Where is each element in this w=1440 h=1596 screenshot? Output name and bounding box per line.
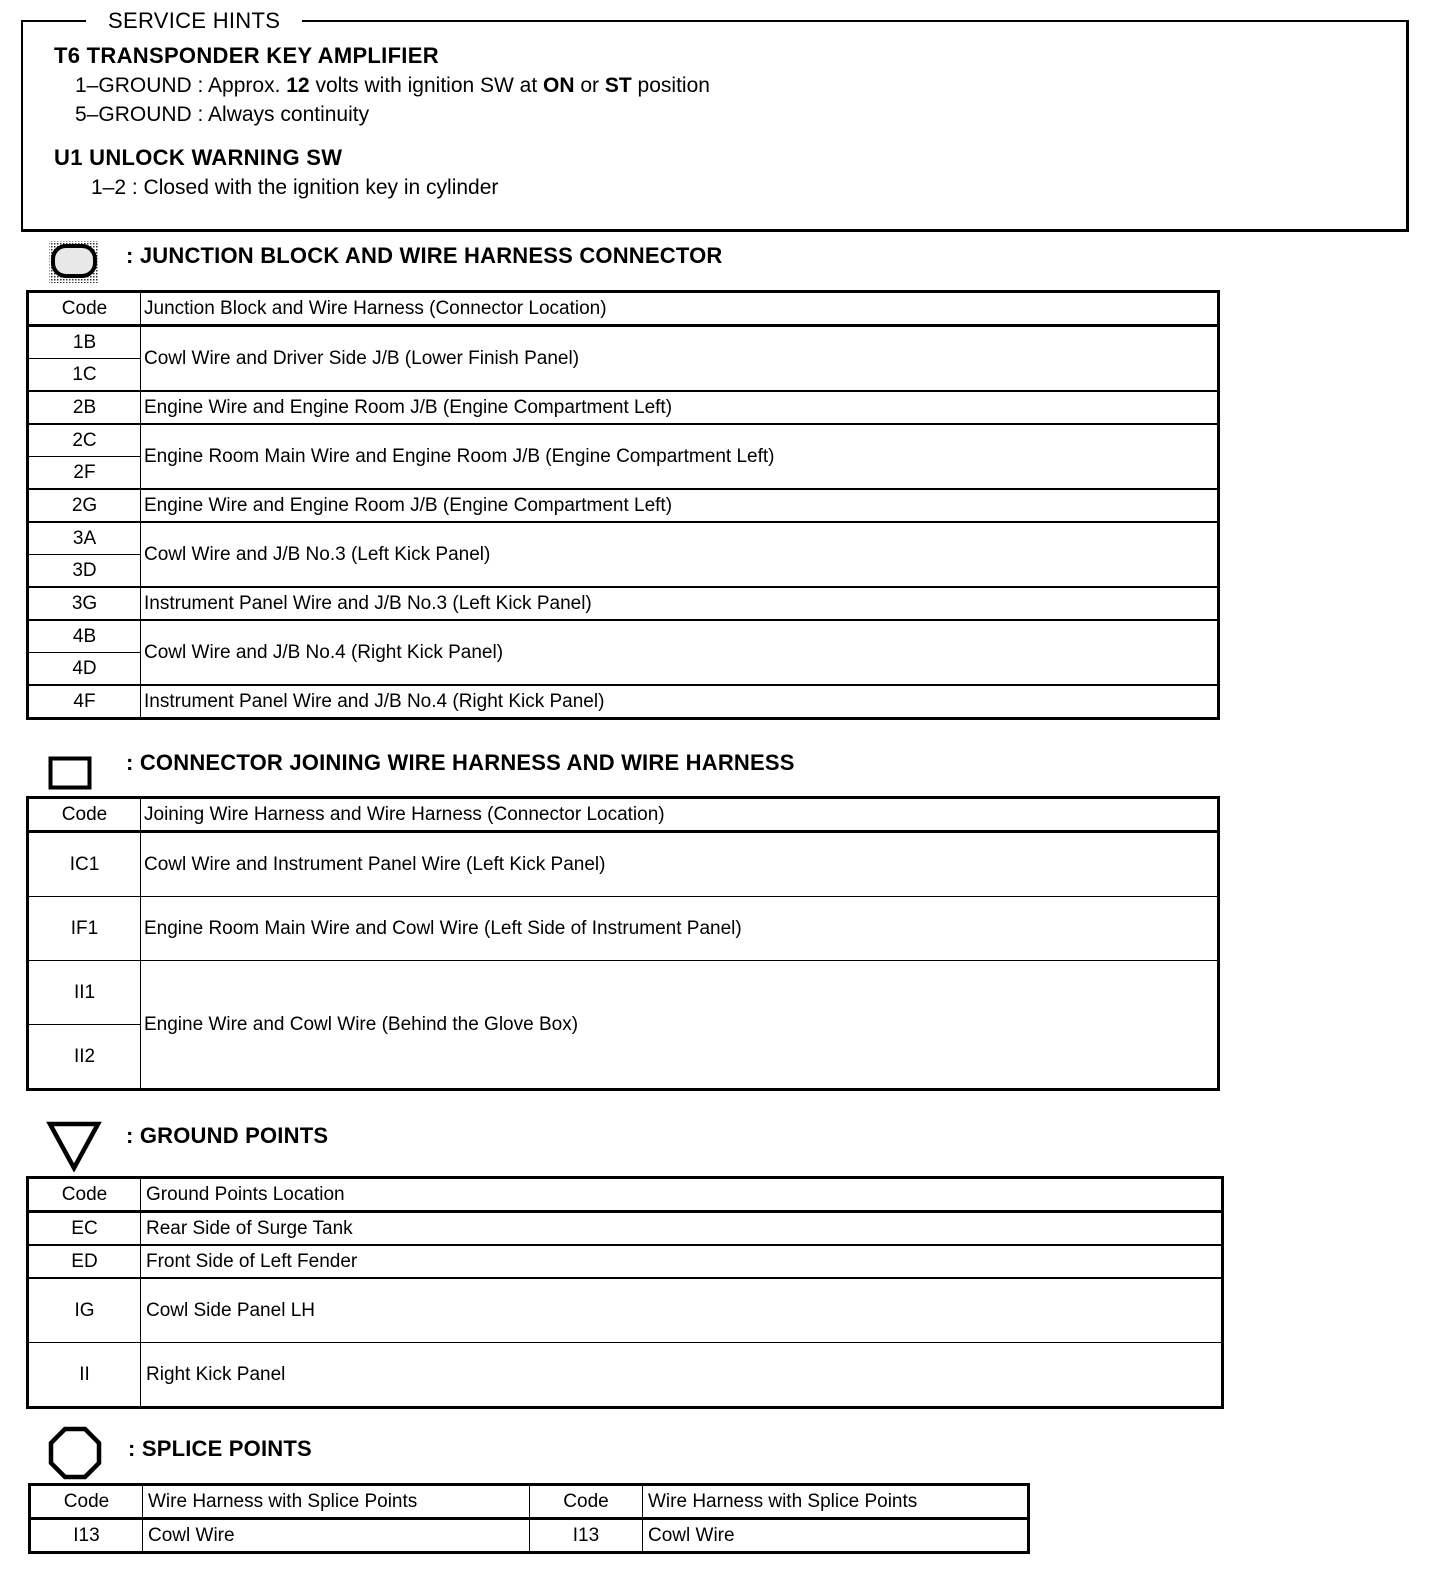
header-code: Code	[28, 798, 141, 832]
table-row	[28, 1212, 1223, 1246]
connector-rectangle-icon	[48, 756, 92, 790]
row-desc: Right Kick Panel	[141, 1343, 1223, 1408]
row-desc-left: Cowl Wire	[143, 1519, 530, 1553]
junction-block-table	[26, 290, 1220, 720]
row-code: 4F	[28, 685, 141, 719]
connector-joining-heading: : CONNECTOR JOINING WIRE HARNESS AND WIRE HARNESS	[126, 750, 795, 775]
row-desc: Engine Wire and Engine Room J/B (Engine Compartment Left)	[141, 391, 1219, 424]
t6-heading: T6 TRANSPONDER KEY AMPLIFIER	[54, 43, 439, 68]
splice-octagon-icon	[48, 1426, 102, 1480]
row-desc: Engine Wire and Engine Room J/B (Engine Compartment Left)	[141, 489, 1219, 522]
header-desc: Junction Block and Wire Harness (Connector Location)	[141, 292, 1219, 326]
header-desc-left: Wire Harness with Splice Points	[143, 1485, 530, 1519]
connector-joining-table	[26, 796, 1220, 1091]
row-desc-right: Cowl Wire	[643, 1519, 1029, 1553]
table-row	[28, 1245, 1223, 1278]
row-desc: Cowl Wire and Instrument Panel Wire (Left Kick Panel)	[141, 832, 1219, 897]
header-desc-right: Wire Harness with Splice Points	[643, 1485, 1029, 1519]
row-code: 4D	[28, 653, 141, 686]
header-code: Code	[28, 292, 141, 326]
row-code: ED	[28, 1245, 141, 1278]
row-code: 2G	[28, 489, 141, 522]
row-code: 2F	[28, 457, 141, 490]
t6-hint-line-1: 1–GROUND : Approx. 12 volts with ignition SW at ON or ST position	[75, 74, 710, 97]
table-row	[28, 1343, 1223, 1408]
table-row	[28, 391, 1219, 424]
row-code: 2C	[28, 424, 141, 457]
row-code-left: I13	[30, 1519, 143, 1553]
table-header-row	[28, 798, 1219, 832]
u1-hint-line-1: 1–2 : Closed with the ignition key in cylinder	[91, 176, 499, 199]
table-row	[28, 620, 1219, 653]
row-code: 2B	[28, 391, 141, 424]
row-desc: Cowl Wire and J/B No.4 (Right Kick Panel)	[141, 620, 1219, 685]
row-code: II	[28, 1343, 141, 1408]
splice-points-heading: : SPLICE POINTS	[128, 1436, 312, 1461]
header-code-left: Code	[30, 1485, 143, 1519]
row-desc: Engine Room Main Wire and Cowl Wire (Left Side of Instrument Panel)	[141, 897, 1219, 961]
service-hints-title: SERVICE HINTS	[86, 8, 302, 34]
ground-points-table	[26, 1176, 1224, 1409]
table-row	[30, 1519, 1029, 1553]
table-row	[28, 587, 1219, 620]
table-header-row	[28, 1178, 1223, 1212]
splice-points-table	[28, 1483, 1030, 1554]
row-code-right: I13	[530, 1519, 643, 1553]
table-row	[28, 424, 1219, 457]
row-desc: Rear Side of Surge Tank	[141, 1212, 1223, 1246]
ground-points-heading: : GROUND POINTS	[126, 1123, 329, 1148]
table-row	[28, 897, 1219, 961]
header-code: Code	[28, 1178, 141, 1212]
row-code: 1C	[28, 359, 141, 392]
table-row	[28, 1278, 1223, 1343]
header-desc: Ground Points Location	[141, 1178, 1223, 1212]
row-code: IC1	[28, 832, 141, 897]
row-desc: Engine Wire and Cowl Wire (Behind the Glove Box)	[141, 961, 1219, 1090]
row-code: II2	[28, 1025, 141, 1090]
row-desc: Instrument Panel Wire and J/B No.3 (Left Kick Panel)	[141, 587, 1219, 620]
row-code: EC	[28, 1212, 141, 1246]
header-desc: Joining Wire Harness and Wire Harness (Connector Location)	[141, 798, 1219, 832]
header-code-right: Code	[530, 1485, 643, 1519]
row-code: 1B	[28, 326, 141, 359]
row-code: 3A	[28, 522, 141, 555]
table-row	[28, 832, 1219, 897]
row-code: II1	[28, 961, 141, 1025]
table-row	[28, 961, 1219, 1025]
t6-hint-line-2: 5–GROUND : Always continuity	[75, 103, 370, 126]
row-code: 3D	[28, 555, 141, 588]
table-row	[28, 489, 1219, 522]
row-desc: Front Side of Left Fender	[141, 1245, 1223, 1278]
row-code: 4B	[28, 620, 141, 653]
row-desc: Instrument Panel Wire and J/B No.4 (Right Kick Panel)	[141, 685, 1219, 719]
row-code: IG	[28, 1278, 141, 1343]
u1-heading: U1 UNLOCK WARNING SW	[54, 145, 343, 170]
table-row	[28, 522, 1219, 555]
table-row	[28, 326, 1219, 359]
row-code: IF1	[28, 897, 141, 961]
ground-triangle-icon	[46, 1120, 102, 1172]
table-header-row	[30, 1485, 1029, 1519]
row-code: 3G	[28, 587, 141, 620]
row-desc: Cowl Wire and Driver Side J/B (Lower Finish Panel)	[141, 326, 1219, 392]
row-desc: Engine Room Main Wire and Engine Room J/B (Engine Compartment Left)	[141, 424, 1219, 489]
junction-block-heading: : JUNCTION BLOCK AND WIRE HARNESS CONNECTOR	[126, 243, 723, 268]
row-desc: Cowl Wire and J/B No.3 (Left Kick Panel)	[141, 522, 1219, 587]
junction-block-icon	[48, 240, 100, 284]
table-header-row	[28, 292, 1219, 326]
table-row	[28, 685, 1219, 719]
row-desc: Cowl Side Panel LH	[141, 1278, 1223, 1343]
